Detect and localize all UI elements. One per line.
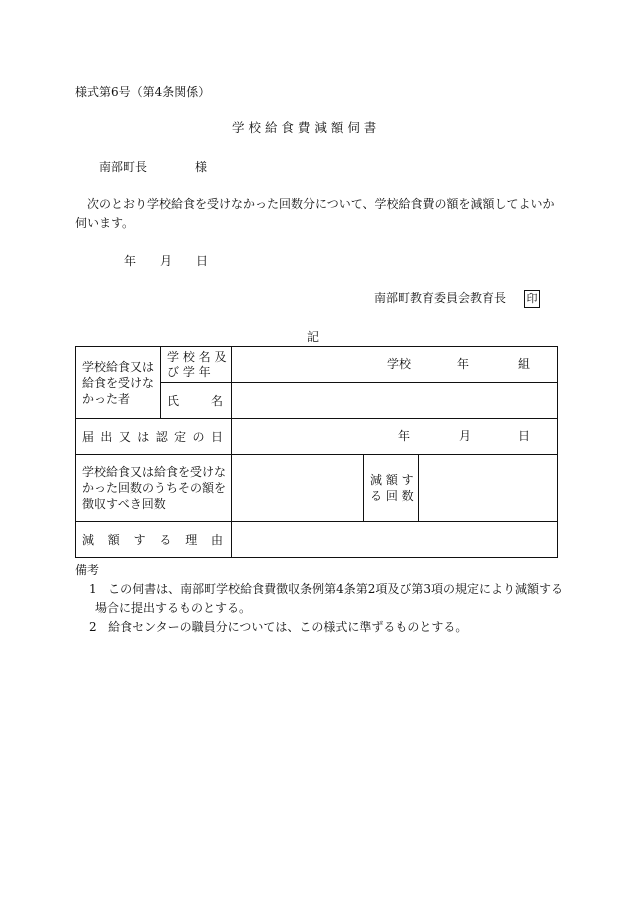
school-suffix: 学校 bbox=[387, 356, 412, 371]
notice-date-year: 年 bbox=[398, 428, 411, 443]
name-label-char: 名 bbox=[210, 394, 223, 408]
count-label-cell bbox=[76, 455, 232, 522]
notice-date-label-char: 又 bbox=[118, 430, 131, 444]
document-title: 学 校 給 食 費 減 額 伺 書 bbox=[232, 120, 377, 135]
name-label-cell bbox=[161, 383, 232, 419]
reason-value-cell[interactable] bbox=[232, 522, 558, 558]
notice-date-label-char: の bbox=[192, 430, 205, 444]
name-label-char: 氏 bbox=[167, 394, 180, 408]
school-grade-label-line: び 学 年 bbox=[167, 364, 211, 379]
recipient-label-line: 給食を受けな bbox=[82, 375, 155, 390]
notice-date-month: 月 bbox=[459, 428, 472, 443]
count-label-line: かった回数のうちその額を bbox=[82, 481, 227, 495]
notice-date-label-char: 届 bbox=[82, 430, 95, 444]
notice-date-label-char: 日 bbox=[210, 430, 223, 444]
addressee-name: 南部町長 bbox=[99, 160, 148, 174]
form-table bbox=[75, 346, 558, 558]
notice-date-value-cell[interactable] bbox=[232, 419, 558, 455]
addressee-honorific: 様 bbox=[195, 160, 208, 174]
note-item-2 bbox=[75, 618, 563, 637]
notes-section bbox=[75, 561, 563, 637]
reason-label-char: る bbox=[159, 533, 172, 547]
grade-suffix: 年 bbox=[457, 356, 470, 371]
body-text-line-1: 次のとおり学校給食を受けなかった回数分について、学校給食費の額を減額してよいか bbox=[87, 197, 555, 211]
notice-date-label-char: 出 bbox=[100, 430, 113, 444]
reason-label-char: 減 bbox=[82, 533, 95, 547]
count-label-line: 学校給食又は給食を受けな bbox=[82, 465, 227, 479]
reduce-count-label-cell bbox=[364, 455, 419, 522]
note-number: 2 bbox=[89, 620, 97, 634]
reason-label-char: 由 bbox=[210, 533, 223, 547]
date-year: 年 bbox=[124, 254, 137, 268]
reduce-count-label-line: 減 額 す bbox=[370, 473, 414, 487]
note-text: この伺書は、南部町学校給食費徴収条例第4条第2項及び第3項の規定により減額する bbox=[108, 582, 564, 596]
recipient-label-line: かった者 bbox=[82, 391, 131, 406]
table-row bbox=[76, 522, 558, 558]
table-row bbox=[76, 455, 558, 522]
recipient-label-cell bbox=[76, 347, 161, 419]
note-item-1 bbox=[75, 580, 563, 599]
notice-date-label-cell bbox=[76, 419, 232, 455]
table-row bbox=[76, 419, 558, 455]
note-number: 1 bbox=[89, 582, 97, 596]
school-grade-value-cell[interactable] bbox=[232, 347, 558, 383]
ki-heading: 記 bbox=[307, 330, 320, 344]
school-grade-label-line: 学 校 名 及 bbox=[167, 349, 227, 364]
notes-heading: 備考 bbox=[75, 563, 100, 577]
recipient-label-line: 学校給食又は bbox=[82, 359, 155, 374]
note-item-1-continuation: 場合に提出するものとする。 bbox=[95, 601, 252, 615]
seal-mark: 印 bbox=[524, 290, 540, 308]
school-grade-label-cell bbox=[161, 347, 232, 383]
note-text: 給食センターの職員分については、この様式に準ずるものとする。 bbox=[108, 620, 468, 634]
notice-date-label-char: 定 bbox=[174, 430, 187, 444]
body-text-line-2: 伺います。 bbox=[75, 216, 135, 230]
notice-date-label-char: 認 bbox=[155, 430, 168, 444]
count-value-cell[interactable] bbox=[232, 455, 364, 522]
class-suffix: 組 bbox=[518, 356, 531, 371]
name-value-cell[interactable] bbox=[232, 383, 558, 419]
notice-date-day: 日 bbox=[518, 428, 531, 443]
date-month: 月 bbox=[160, 254, 173, 268]
reason-label-char: す bbox=[133, 533, 146, 547]
reason-label-char: 理 bbox=[185, 533, 198, 547]
reason-label-cell bbox=[76, 522, 232, 558]
count-label-line: 徴収すべき回数 bbox=[82, 497, 166, 511]
date-day: 日 bbox=[196, 254, 209, 268]
reduce-count-value-cell[interactable] bbox=[419, 455, 558, 522]
sender-title: 南部町教育委員会教育長 bbox=[374, 291, 507, 305]
notice-date-label-char: は bbox=[137, 430, 150, 444]
table-row bbox=[76, 347, 558, 383]
reduce-count-label-line: る 回 数 bbox=[370, 489, 414, 503]
reason-label-char: 額 bbox=[107, 533, 120, 547]
form-number: 様式第6号（第4条関係） bbox=[75, 85, 211, 99]
